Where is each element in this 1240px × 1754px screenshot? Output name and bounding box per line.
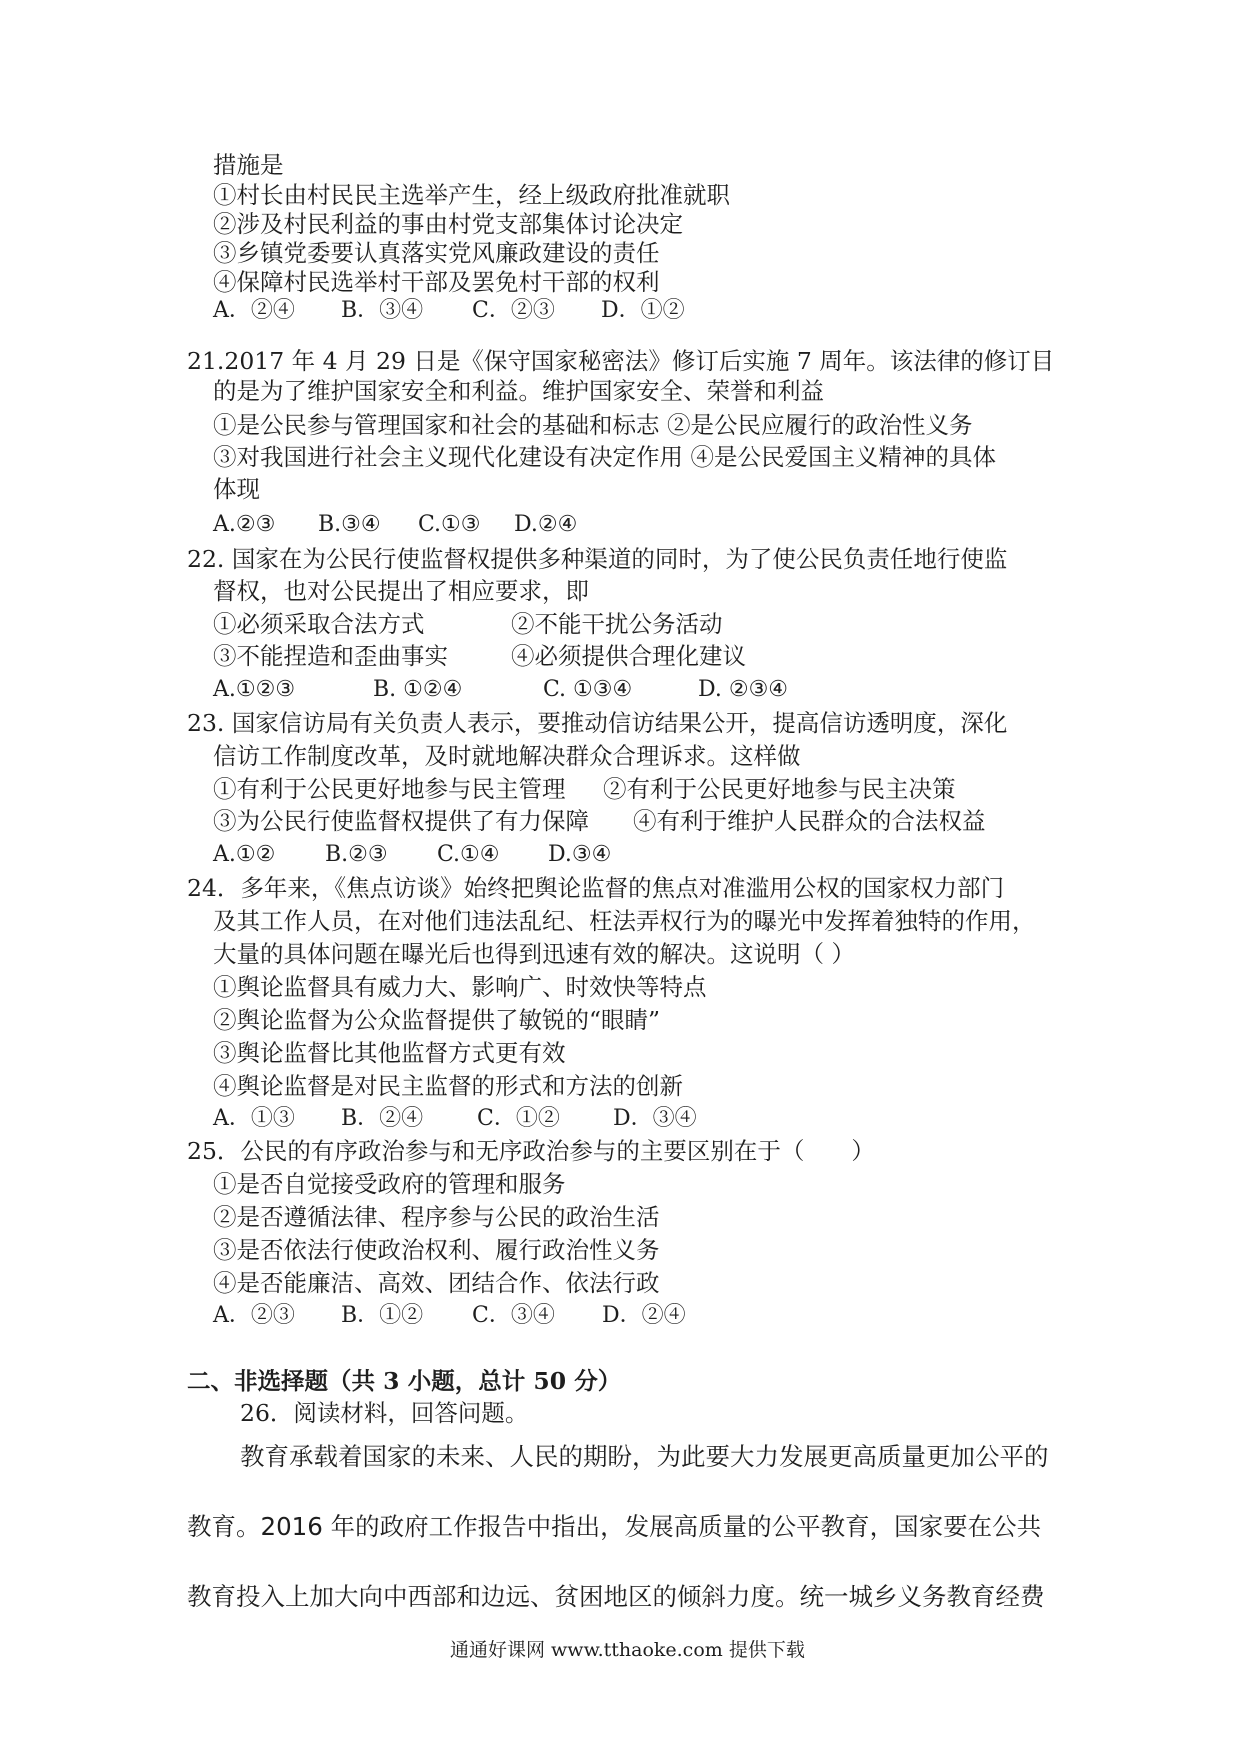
q25-option-b: B．①② [341,1303,424,1328]
q20-option-a: A．②④ [213,298,295,323]
q22-item-2: ②不能干扰公务活动 [511,610,723,638]
q24-item-3: ③舆论监督比其他监督方式更有效 [213,1039,566,1067]
q24-option-c: C．①② [477,1106,560,1131]
q20-item-3: ③乡镇党委要认真落实党风廉政建设的责任 [213,239,660,267]
q24-option-b: B．②④ [341,1106,424,1131]
section2-title: 二、非选择题（共 3 小题，总计 50 分） [187,1367,622,1395]
q20-item-1: ①村长由村民民主选举产生，经上级政府批准就职 [213,181,730,209]
q22-options [213,675,788,705]
q23-item-3: ③为公民行使监督权提供了有力保障 [213,807,589,835]
q25-item-1: ①是否自觉接受政府的管理和服务 [213,1170,566,1198]
q22-option-b: B. ①②④ [373,677,463,702]
q22-items-row-2 [213,641,746,671]
q22-item-1: ①必须采取合法方式 [213,610,425,638]
q24-stem-line-2: 及其工作人员，在对他们违法乱纪、枉法弄权行为的曝光中发挥着独特的作用， [213,907,1036,935]
q21-item-line-1: ①是公民参与管理国家和社会的基础和标志 ②是公民应履行的政治性义务 [213,411,973,439]
q26-material-line-3: 教育投入上加大向中西部和边远、贫困地区的倾斜力度。统一城乡义务教育经费 [187,1582,1045,1611]
q26-material-line-1: 教育承载着国家的未来、人民的期盼，为此要大力发展更高质量更加公平的 [240,1442,1049,1471]
q21-item-line-2: ③对我国进行社会主义现代化建设有决定作用 ④是公民爱国主义精神的具体 [213,443,996,471]
q23-option-d: D.③④ [548,842,612,867]
q23-option-b: B.②③ [325,842,388,867]
q20-stem-tail: 措施是 [213,151,284,179]
q23-options [213,840,611,870]
q20-item-4: ④保障村民选举村干部及罢免村干部的权利 [213,268,660,296]
q25-options [213,1301,686,1331]
q22-option-c: C. ①③④ [543,677,633,702]
q20-option-c: C．②③ [472,298,555,323]
q21-options [213,510,577,540]
q21-option-c: C.①③ [418,512,481,537]
q22-items-row-1 [213,609,723,639]
q22-item-4: ④必须提供合理化建议 [511,642,746,670]
q21-option-d: D.②④ [514,512,578,537]
q23-item-1: ①有利于公民更好地参与民主管理 [213,775,566,803]
q23-stem-line-1: 23. 国家信访局有关负责人表示，要推动信访结果公开，提高信访透明度，深化 [187,709,1008,737]
q23-option-c: C.①④ [437,842,500,867]
q25-item-2: ②是否遵循法律、程序参与公民的政治生活 [213,1203,660,1231]
q26-material-line-2: 教育。2016 年的政府工作报告中指出，发展高质量的公平教育，国家要在公共 [187,1512,1042,1541]
q22-stem-line-1: 22. 国家在为公民行使监督权提供多种渠道的同时，为了使公民负责任地行使监 [187,545,1008,573]
q20-item-2: ②涉及村民利益的事由村党支部集体讨论决定 [213,210,683,238]
q20-options [213,296,685,326]
q21-option-a: A.②③ [213,512,276,537]
q22-option-a: A.①②③ [213,677,296,702]
q21-stem-line-2: 的是为了维护国家安全和利益。维护国家安全、荣誉和利益 [213,377,824,405]
q21-option-b: B.③④ [318,512,381,537]
q26-intro: 26．阅读材料，回答问题。 [240,1399,529,1427]
q25-option-d: D．②④ [602,1303,686,1328]
q24-stem-line-1: 24．多年来，《焦点访谈》始终把舆论监督的焦点对准滥用公权的国家权力部门 [187,874,1005,902]
q21-item-line-3: 体现 [213,475,260,503]
page-footer: 通通好课网 www.tthaoke.com 提供下载 [450,1639,805,1661]
q23-items-row-2 [213,806,986,836]
q22-option-d: D. ②③④ [698,677,789,702]
q23-item-2: ②有利于公民更好地参与民主决策 [603,775,956,803]
q24-option-d: D．③④ [613,1106,697,1131]
q24-options [213,1104,697,1134]
q23-option-a: A.①② [213,842,276,867]
q24-option-a: A．①③ [213,1106,295,1131]
q23-items-row-1 [213,774,956,804]
q20-option-d: D．①② [601,298,685,323]
q23-stem-line-2: 信访工作制度改革，及时就地解决群众合理诉求。这样做 [213,742,801,770]
q25-item-4: ④是否能廉洁、高效、团结合作、依法行政 [213,1269,660,1297]
q24-item-4: ④舆论监督是对民主监督的形式和方法的创新 [213,1072,683,1100]
q22-item-3: ③不能捏造和歪曲事实 [213,642,448,670]
q25-item-3: ③是否依法行使政治权利、履行政治性义务 [213,1236,660,1264]
q20-option-b: B．③④ [341,298,424,323]
q22-stem-line-2: 督权，也对公民提出了相应要求，即 [213,577,589,605]
q21-stem-line-1: 21.2017 年 4 月 29 日是《保守国家秘密法》修订后实施 7 周年。该法律的修订目 [187,347,1055,375]
q24-stem-line-3: 大量的具体问题在曝光后也得到迅速有效的解决。这说明（ ） [213,940,855,968]
q25-stem: 25．公民的有序政治参与和无序政治参与的主要区别在于（ ） [187,1137,875,1165]
q23-item-4: ④有利于维护人民群众的合法权益 [633,807,986,835]
q25-option-c: C．③④ [472,1303,555,1328]
q24-item-2: ②舆论监督为公众监督提供了敏锐的“眼睛” [213,1006,661,1034]
q24-item-1: ①舆论监督具有威力大、影响广、时效快等特点 [213,973,707,1001]
q25-option-a: A．②③ [213,1303,295,1328]
